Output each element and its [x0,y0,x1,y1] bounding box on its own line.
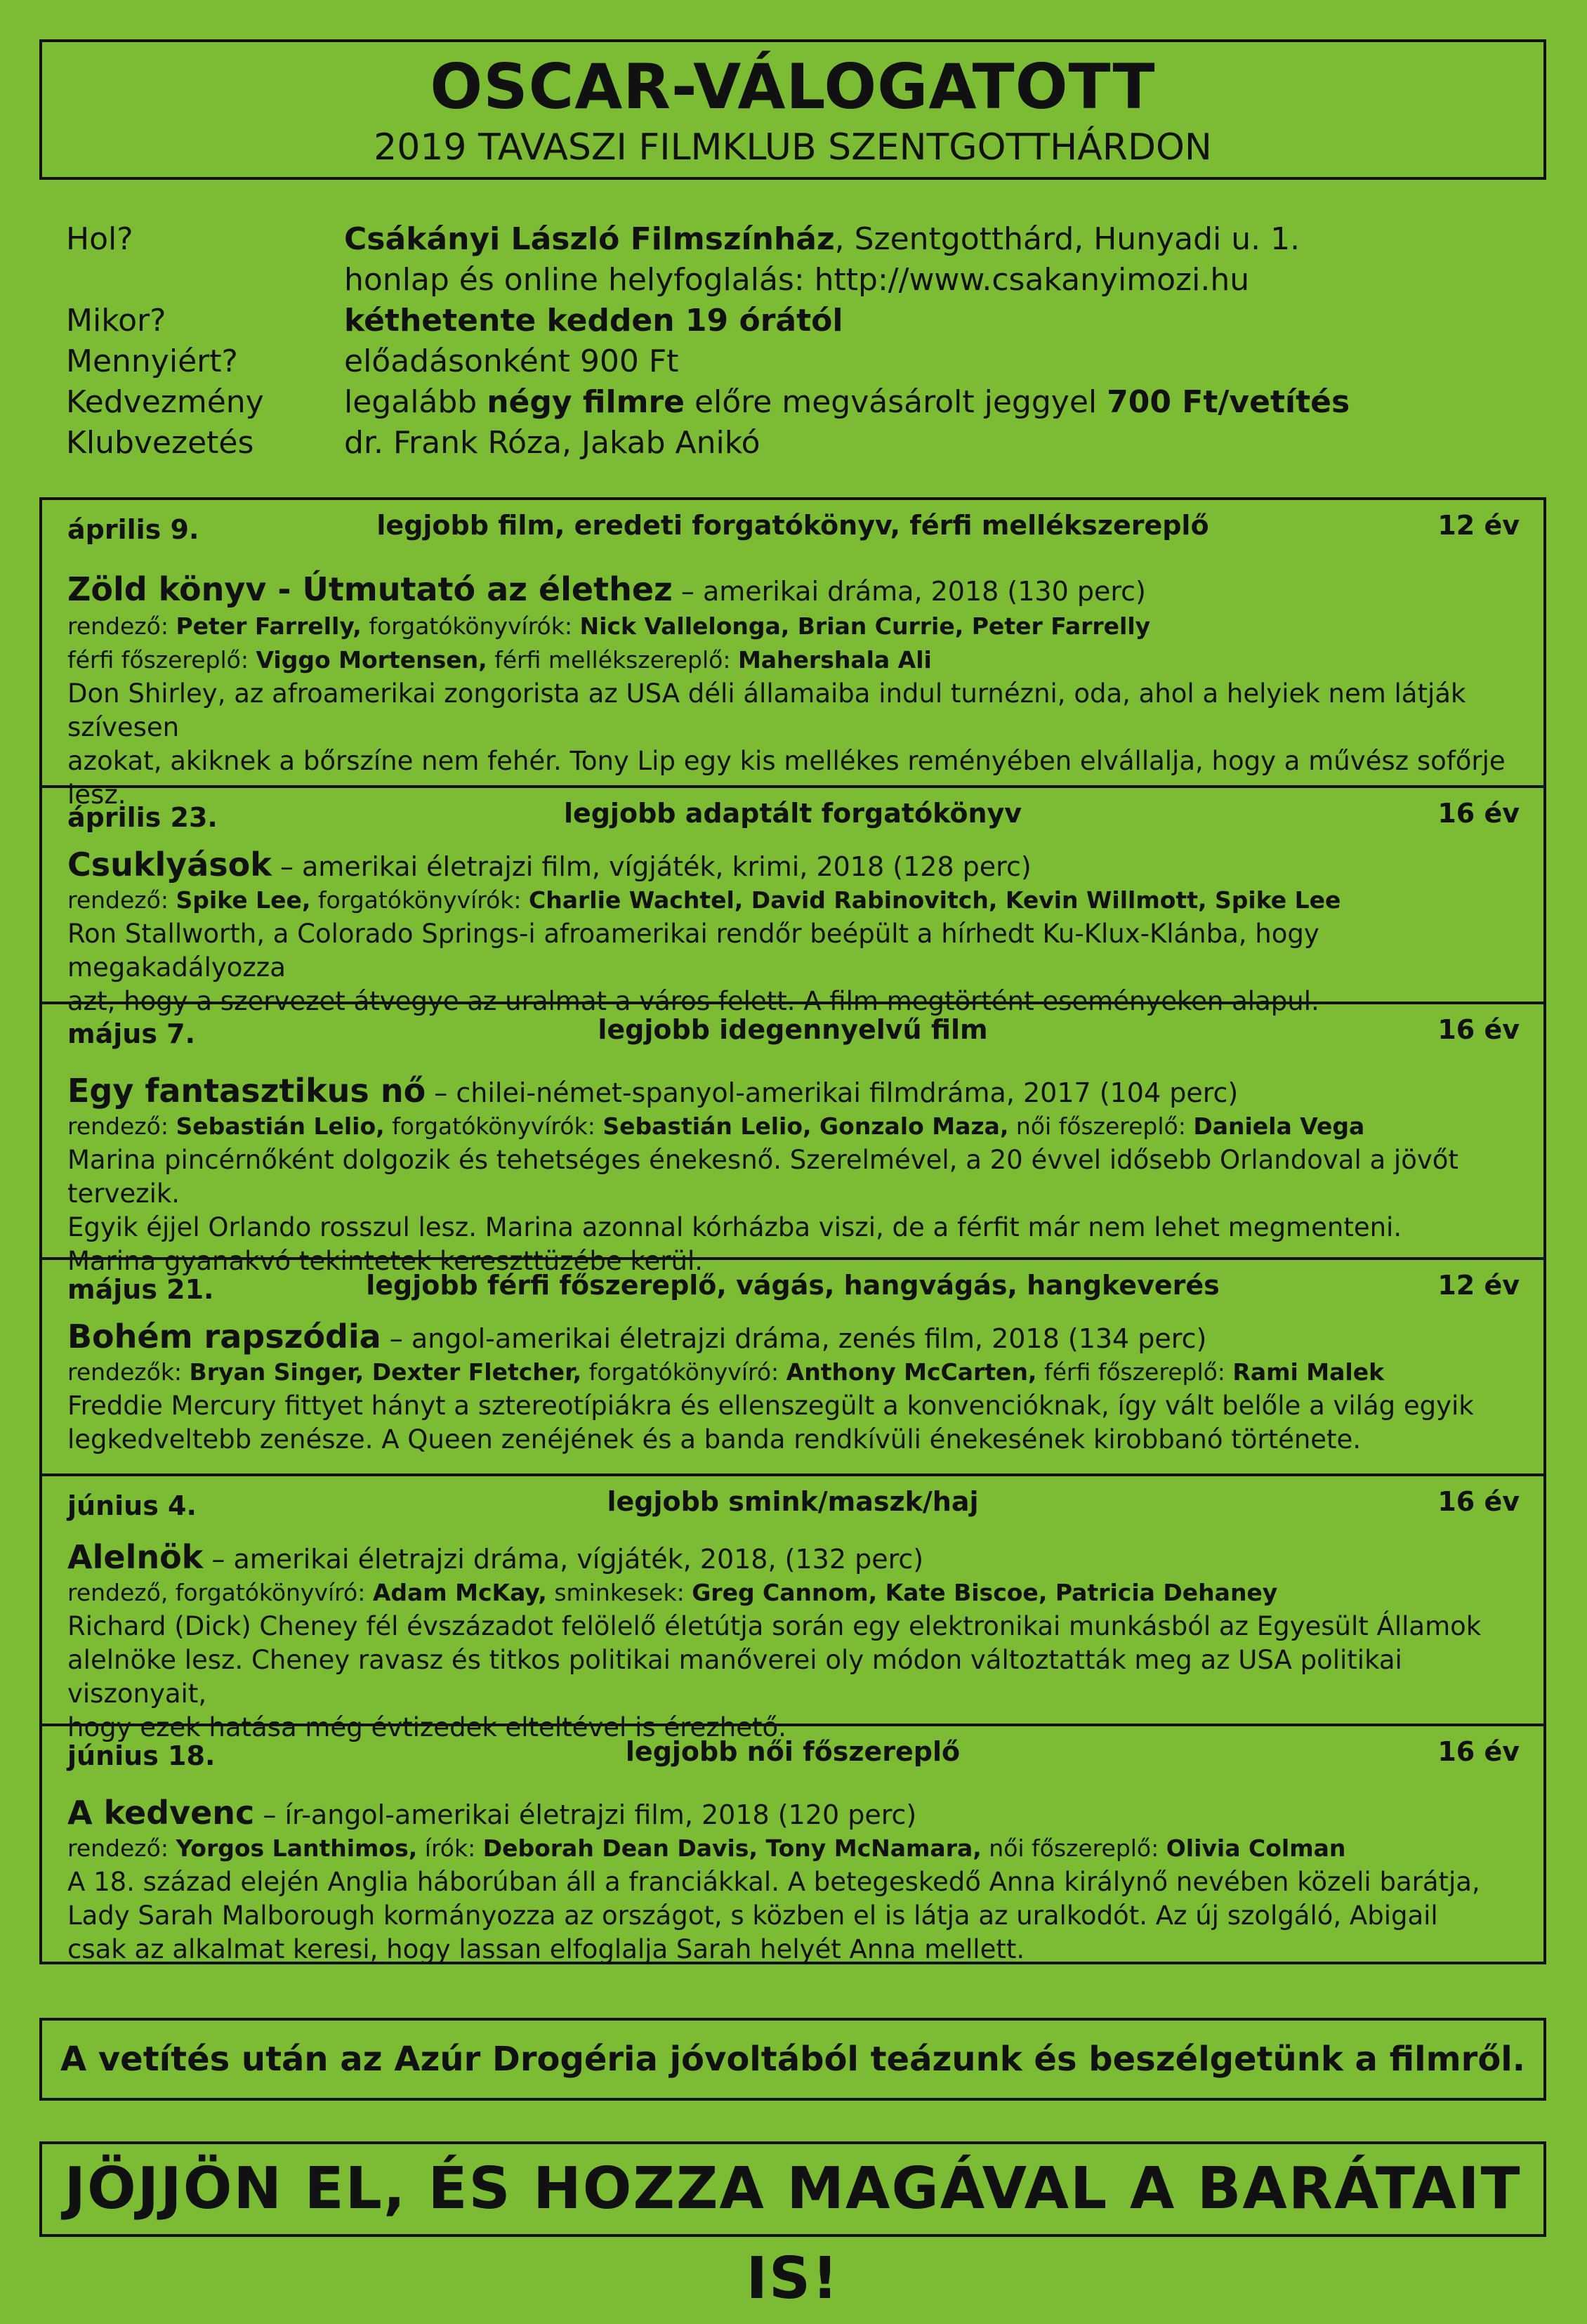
film-award-category: legjobb adaptált forgatókönyv [563,798,1022,829]
film-title: Egy fantasztikus nő [67,1072,426,1110]
film-crew: rendező: Peter Farrelly, forgatókönyvírók: Nick Vallelonga, Brian Currie, Peter Farrelly [67,612,1151,640]
film-description: alelnöke lesz. Cheney ravasz és titkos politikai manőverei oly módon változtatták meg az USA politikai viszonyait, [67,1645,1402,1709]
film-age-rating: 16 év [1437,798,1520,829]
film-date: június 18. [67,1740,216,1771]
film-date: május 21. [67,1274,214,1305]
film-title: Alelnök [67,1538,204,1576]
info-row-klub [66,423,1350,464]
film-description: Freddie Mercury fittyet hányt a sztereotípiákra és ellenszegült a konvencióknak, így vált belőle a világ egyik [67,1391,1474,1421]
title-box [39,39,1546,180]
page-subtitle: 2019 TAVASZI FILMKLUB SZENTGOTTHÁRDON [374,126,1212,169]
film-meta: – angol-amerikai életrajzi dráma, zenés film, 2018 (134 perc) [381,1323,1207,1354]
film-meta: – amerikai életrajzi film, vígjáték, krimi, 2018 (128 perc) [271,851,1032,882]
film-meta: – chilei-német-spanyol-amerikai filmdráma, 2017 (104 perc) [426,1077,1239,1108]
film-body [67,570,1522,812]
film-age-rating: 16 év [1437,1014,1520,1045]
film-description: azt, hogy a szervezet átvegye az uralmat a város felett. A film megtörtént eseményeken alapul. [67,986,1319,1016]
film-crew: rendező: Sebastián Lelio, forgatókönyvírók: Sebastián Lelio, Gonzalo Maza, női főszereplő: Daniela Vega [67,1112,1365,1140]
film-description: Ron Stallworth, a Colorado Springs-i afroamerikai rendőr beépült a hírhedt Ku-Klux-Klánba, hogy megakadályozza [67,919,1319,983]
film-description: legkedveltebb zenésze. A Queen zenéjének és a banda rendkívüli énekesének kirobbanó története. [67,1424,1362,1455]
info-label: Mikor? [66,303,166,339]
film-crew: férfi főszereplő: Viggo Mortensen, férfi mellékszereplő: Mahershala Ali [67,646,932,674]
discount-text: előre megvásárolt jeggyel [684,384,1107,420]
info-label: Kedvezmény [66,384,264,420]
film-crew: rendező: Spike Lee, forgatókönyvírók: Charlie Wachtel, David Rabinovitch, Kevin Willmott, Spike Lee [67,886,1341,914]
film-description: Egyik éjjel Orlando rosszul lesz. Marina azonnal kórházba viszi, de a férfit már nem lehet megmenteni. [67,1212,1402,1242]
film-meta: – amerikai dráma, 2018 (130 perc) [672,576,1146,607]
film-award-category: legjobb férfi főszereplő, vágás, hangvágás, hangkeverés [366,1270,1220,1301]
film-body [67,1794,1522,1967]
film-date: április 23. [67,802,218,833]
film-crew: rendezők: Bryan Singer, Dexter Fletcher, forgatókönyvíró: Anthony McCarten, férfi főszereplő: Rami Malek [67,1358,1385,1386]
film-description: Richard (Dick) Cheney fél évszázadot felölelő életútja során egy elektronikai munkásból az Egyesült Államok [67,1611,1482,1641]
venue-address: , Szentgotthárd, Hunyadi u. 1. [834,221,1300,257]
film-description: Marina gyanakvó tekintetek kereszttüzébe kerül. [67,1246,704,1276]
website-text: honlap és online helyfoglalás: http://www.csakanyimozi.hu [344,262,1250,298]
film-crew: rendező, forgatókönyvíró: Adam McKay, sminkesek: Greg Cannom, Kate Biscoe, Patricia Dehaney [67,1579,1278,1606]
film-age-rating: 12 év [1437,1270,1520,1301]
film-age-rating: 16 év [1437,1736,1520,1767]
info-value: dr. Frank Róza, Jakab Anikó [344,425,760,461]
film-entry [42,785,1543,1016]
film-description: A 18. század elején Anglia háborúban áll a franciákkal. A betegeskedő Anna királynő nevében közeli barátja, [67,1867,1480,1897]
film-age-rating: 12 év [1437,510,1520,541]
slogan-banner: JÖJJÖN EL, ÉS HOZZA MAGÁVAL A BARÁTAIT IS! [39,2141,1546,2237]
info-row-hol [66,219,1350,260]
film-title: Zöld könyv - Útmutató az élethez [67,570,673,608]
info-value [344,382,1350,423]
film-title: Bohém rapszódia [67,1318,381,1355]
film-crew: rendező: Yorgos Lanthimos, írók: Deborah Dean Davis, Tony McNamara, női főszereplő: Olivia Colman [67,1834,1346,1862]
film-award-category: legjobb női főszereplő [625,1736,961,1767]
discount-text: 700 Ft/vetítés [1107,384,1350,420]
film-description: Don Shirley, az afroamerikai zongorista az USA déli államaiba indul turnézni, oda, ahol a helyiek nem látják szívesen [67,678,1466,742]
discount-text: legalább [344,384,487,420]
film-body [67,846,1522,1018]
film-meta: – ír-angol-amerikai életrajzi film, 2018 (120 perc) [254,1799,917,1830]
film-title: Csuklyások [67,846,272,884]
page-title: OSCAR-VÁLOGATOTT [430,51,1156,123]
info-row-web [66,260,1350,301]
film-entry [42,1002,1543,1276]
info-label: Klubvezetés [66,425,254,461]
info-section [66,219,1350,464]
info-row-kedvezmeny [66,382,1350,423]
film-meta: – amerikai életrajzi dráma, vígjáték, 2018, (132 perc) [203,1544,924,1575]
film-entry [42,1257,1543,1476]
info-row-mikor [66,301,1350,341]
film-award-category: legjobb idegennyelvű film [598,1014,988,1045]
info-row-mennyiert [66,341,1350,382]
film-description: hogy ezek hatása még évtizedek elteltével is érezhető. [67,1712,786,1742]
film-date: május 7. [67,1018,196,1049]
film-schedule [39,497,1546,1964]
film-date: április 9. [67,514,199,545]
drogeria-note: A vetítés után az Azúr Drogéria jóvoltából teázunk és beszélgetünk a filmről. [39,2018,1546,2101]
film-body [67,1538,1522,1745]
film-description: Marina pincérnőként dolgozik és tehetséges énekesnő. Szerelmével, a 20 évvel idősebb Orlandoval a jövőt tervezik. [67,1145,1458,1209]
venue-name: Csákányi László Filmszínház [344,221,835,257]
film-body [67,1072,1522,1278]
film-entry [42,1724,1543,1964]
info-value: előadásonként 900 Ft [344,343,679,379]
film-description: Lady Sarah Malborough kormányozza az országot, s közben el is látja az uralkodót. Az új szolgáló, Abigail [67,1900,1438,1931]
discount-text: négy filmre [487,384,685,420]
film-entry [42,1473,1543,1742]
film-title: A kedvenc [67,1794,255,1832]
film-award-category: legjobb smink/maszk/haj [607,1486,979,1517]
film-description: csak az alkalmat keresi, hogy lassan elfoglalja Sarah helyét Anna mellett. [67,1934,1025,1964]
film-award-category: legjobb film, eredeti forgatókönyv, férfi mellékszereplő [376,510,1209,541]
film-body [67,1318,1522,1457]
info-label: Mennyiért? [66,343,238,379]
film-entry [42,500,1543,810]
film-date: június 4. [67,1490,197,1521]
info-value: kéthetente kedden 19 órától [344,303,843,339]
film-description: azokat, akiknek a bőrszíne nem fehér. Tony Lip egy kis mellékes reményében elvállalja, hogy a művész sofőrje lesz. [67,746,1506,810]
info-label: Hol? [66,221,133,257]
film-age-rating: 16 év [1437,1486,1520,1517]
